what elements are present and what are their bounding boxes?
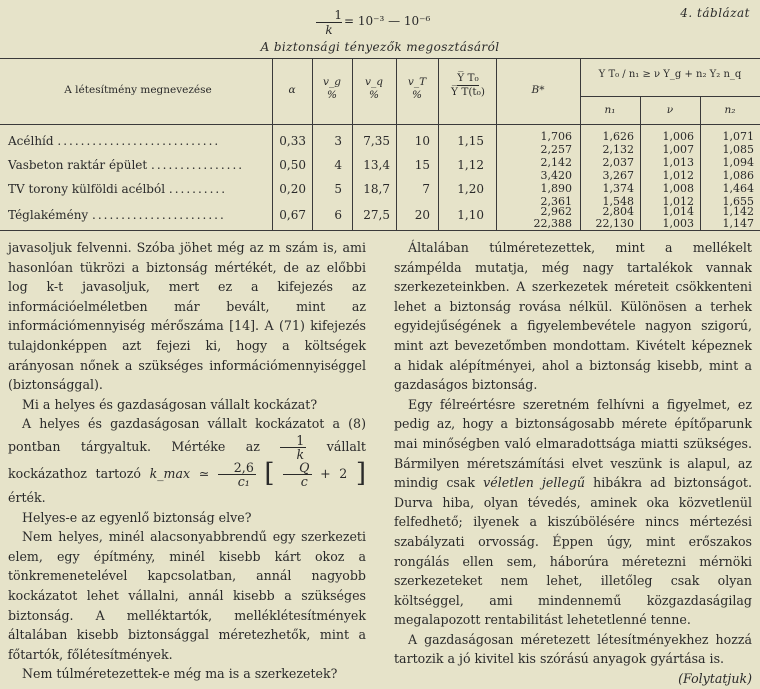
cell-n2: 1,464 1,655: [722, 182, 754, 208]
cell-n2: 1,094 1,086: [722, 156, 754, 182]
continued-note: (Folytatjuk): [678, 671, 752, 687]
header-B: B*: [531, 84, 545, 96]
cell-vT: 20: [414, 208, 430, 222]
right-column: [394, 238, 752, 689]
cell-vg: 3: [334, 134, 342, 148]
cell-B: 1,890 2,361: [540, 182, 572, 208]
left-paragraph-2: A helyes és gazdaságosan vállalt kockázatot a (8) pontban tárgyaltuk. Mértéke az $\frac{1}{k}$ vállalt kockázathoz tartozó k_max ≃ $\frac{2,6}{\text{c₁}}$ [ $\frac{Q}{c}$ + 2 ] érték.: [8, 416, 366, 505]
table-row-name: Téglakémény .......................: [8, 208, 226, 222]
left-question-1: Mi a helyes és gazdaságosan vállalt kockázat?: [22, 396, 318, 412]
cell-nu: 1,006 1,007: [662, 130, 694, 156]
cell-ratio: 1,15: [457, 134, 484, 148]
header-n2: n₂: [724, 104, 736, 116]
cell-alpha: 0,50: [279, 158, 306, 172]
cell-B: 2,962 22,388: [533, 205, 572, 230]
table-row-name: Acélhíd ............................: [8, 134, 221, 148]
cell-n1: 1,626 2,132: [602, 130, 634, 156]
cell-vq: 7,35: [363, 134, 390, 148]
table-header-rule: [0, 124, 760, 125]
cell-vg: 6: [334, 208, 342, 222]
header-inequality: Y T₀ / n₁ ≥ ν Y_g + n₂ Y₂ n_q: [598, 69, 742, 80]
left-paragraph-3: Nem helyes, minél alacsonyabbrendű egy szerkezeti elem, egy építmény, minél kisebb kárt okoz a tönkremenetelével kapcsolatban, annál nagyobb kockázatot lehet vállalni, annál kisebb a szükséges biztonság. A melléktartók, melléklétesítmények általában kisebb biztonsággal méretezhetők, mint a főtartók, főlétesítmények.: [8, 529, 366, 662]
left-paragraph-1: javasoljuk felvenni. Szóba jöhet még az m szám is, ami hasonlóan tükrözi a biztonság mértékét, de az előbbi log k-t javasoljuk, mert ez a kifejezés az információelméletben már bevált, mint az információmennyiség mérőszáma [14]. A (71) kifejezés tulajdonképpen azt fejezi ki, hogy a költségek arányosan nőnek a szükséges információmennyiséggel (biztonsággal).: [8, 240, 366, 393]
cell-n1: 2,037 3,267: [602, 156, 634, 182]
fraction-1-over-k: $\frac{1}{k}$: [280, 434, 306, 461]
cell-vq: 13,4: [363, 158, 390, 172]
cell-vq: 18,7: [363, 182, 390, 196]
cell-n2: 1,071 1,085: [722, 130, 754, 156]
kmax-formula: k_max ≃ $\frac{2,6}{\text{c₁}}$ [ $\frac{Q}{c}$ + 2 ]: [149, 458, 366, 489]
table-row-name: Vasbeton raktár épület ................: [8, 158, 245, 172]
header-vg: v_g %: [323, 76, 341, 101]
left-question-3: Nem túlméretezettek-e még ma is a szerkezetek?: [22, 666, 338, 682]
emphasis-text: véletlen jellegű: [483, 475, 586, 491]
cell-vq: 27,5: [363, 208, 390, 222]
cell-alpha: 0,33: [279, 134, 306, 148]
header-nu: ν: [666, 104, 674, 116]
left-question-2: Helyes-e az egyenlő biztonság elve?: [22, 509, 252, 525]
cell-vT: 7: [422, 182, 430, 196]
cell-n1: 2,804 22,130: [595, 205, 634, 230]
right-paragraph-1: Általában túlméretezettek, mint a mellékelt számpélda mutatja, még nagy tartalékok vannak szerkezeteinkben. A szerkezetek méreteit csökkenteni lehet a biztonság rovása nélkül. Különösen a terhek egyidejűségének a figyelembevétele nagyon szigorú, mint azt bevezetőmben mondottam. Kivételt képeznek a hidak alépítményei, ahol a biztonság kisebb, mint a gazdaságos biztonság.: [394, 240, 752, 393]
cell-ratio: 1,20: [457, 182, 484, 196]
cell-alpha: 0,20: [279, 182, 306, 196]
subheader-rule: [580, 96, 760, 97]
left-column: [8, 238, 366, 684]
cell-nu: 1,013 1,012: [662, 156, 694, 182]
cell-B: 1,706 2,257: [540, 130, 572, 156]
cell-vT: 10: [414, 134, 430, 148]
cell-alpha: 0,67: [279, 208, 306, 222]
table-bottom-rule: [0, 230, 760, 231]
table-number: 4. táblázat: [680, 6, 750, 20]
cell-vg: 5: [334, 182, 342, 196]
right-paragraph-2: Egy félreértésre szeretném felhívni a figyelmet, ez pedig az, hogy a biztonságosabb mérete építőparunk mai minőségben való elmaradottsága miatti szükséges. Bármilyen méretszámítási elvet veszünk is alapul, az mindig csak véletlen jellegű hibákra ad biztonságot. Durva hiba, olyan tévedés, aminek oka közvetlenül felfedhető; ilyenek a kiszúbölésére nincs mértezési szabályzati orvosság. Éppen úgy, mint erőszakos rongálás ellen sem, háborúra méretezni mérnöki szerkezeteket nem lehet, illetőleg csak olyan költséggel, ami mindennemű közgazdaságilag megalapozott rentabilitást lehetetlenné tenne.: [394, 396, 752, 628]
header-formula: = 10⁻³ — 10⁻⁶: [344, 14, 431, 28]
header-fraction: $\frac{1}{k}$: [316, 8, 342, 37]
table-row-name: TV torony külföldi acélból ..........: [8, 182, 228, 196]
cell-nu: 1,014 1,003: [662, 205, 694, 230]
cell-n1: 1,374 1,548: [602, 182, 634, 208]
cell-n2: 1,142 1,147: [722, 205, 754, 230]
table-top-rule: [0, 58, 760, 59]
cell-vT: 15: [414, 158, 430, 172]
header-name: A létesítmény megnevezése: [64, 84, 212, 96]
cell-ratio: 1,12: [457, 158, 484, 172]
cell-ratio: 1,10: [457, 208, 484, 222]
right-paragraph-3: A gazdaságosan méretezett létesítményekhez hozzá tartozik a jó kivitel kis szórású anyagok gyártása is. (Folytatjuk): [394, 630, 752, 669]
header-alpha: α: [288, 84, 296, 96]
cell-B: 2,142 3,420: [540, 156, 572, 182]
header-vT: v_T %: [407, 76, 427, 101]
table-caption: A biztonsági tényezők megosztásáról: [260, 40, 500, 54]
cell-nu: 1,008 1,012: [662, 182, 694, 208]
header-n1: n₁: [604, 104, 616, 116]
header-ratio: Y̅ T₀ Y̅ T(t₀): [451, 72, 485, 98]
cell-vg: 4: [334, 158, 342, 172]
header-vq: v_q %: [365, 76, 383, 101]
